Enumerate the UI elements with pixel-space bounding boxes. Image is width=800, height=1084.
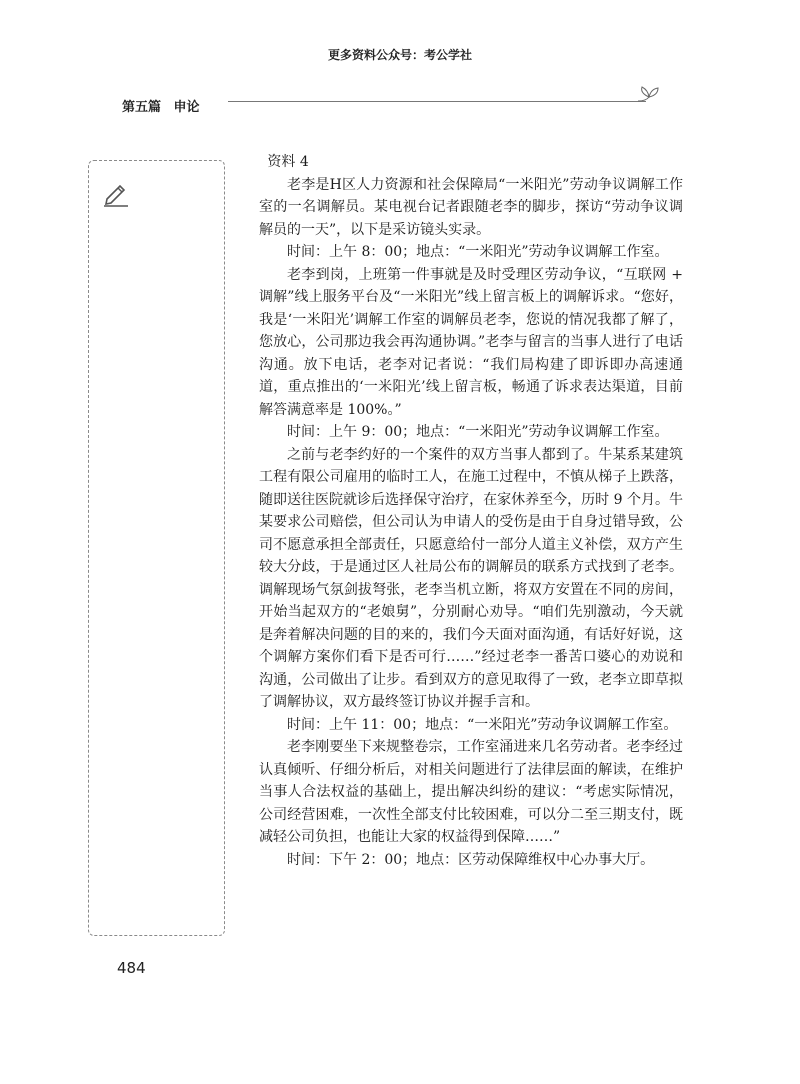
article-body bbox=[259, 151, 683, 871]
paragraph: 老李是H区人力资源和社会保障局“一米阳光”劳动争议调解工作室的一名调解员。某电视台记者跟随老李的脚步，探访“劳动争议调解员的一天”，以下是采访镜头实录。 bbox=[259, 176, 683, 238]
paragraph: 时间：上午 8：00；地点：“一米阳光”劳动争议调解工作室。 bbox=[287, 244, 669, 260]
page-number: 484 bbox=[117, 959, 146, 977]
header-rule bbox=[228, 101, 646, 102]
sprout-icon bbox=[636, 84, 662, 110]
paragraph: 老李刚要坐下来规整卷宗，工作室涌进来几名劳动者。老李经过认真倾听、仔细分析后，对相关问题进行了法律层面的解读，在维护当事人合法权益的基础上，提出解决纠纷的建议：“考虑实际情况，公司经营困难，一次性全部支付比较困难，可以分二至三期支付，既减轻公司负担，也能让大家的权益得到保障……” bbox=[259, 739, 683, 845]
header-note: 更多资料公众号：考公学社 bbox=[327, 48, 472, 62]
material-heading: 资料 4 bbox=[267, 154, 309, 170]
notes-box bbox=[88, 160, 225, 936]
chapter-title: 第五篇 申论 bbox=[122, 100, 200, 115]
paragraph: 时间：上午 11：00；地点：“一米阳光”劳动争议调解工作室。 bbox=[287, 716, 678, 733]
pen-icon bbox=[103, 181, 129, 207]
paragraph: 时间：下午 2：00；地点：区劳动保障维权中心办事大厅。 bbox=[287, 851, 655, 868]
paragraph: 时间：上午 9：00；地点：“一米阳光”劳动争议调解工作室。 bbox=[287, 424, 669, 440]
paragraph: 之前与老李约好的一个案件的双方当事人都到了。牛某系某建筑工程有限公司雇用的临时工人，在施工过程中，不慎从梯子上跌落，随即送往医院就诊后选择保守治疗，在家休养至今，历时 9 个月。牛某要求公司赔偿，但公司认为申请人的受伤是由于自身过错导致，公司不愿意承担全部责任，只愿意给付一部分人道主义补偿，双方产生较大分歧，于是通过区人社局公布的调解员的联系方式找到了老李。调解现场气氛剑拔弩张，老李当机立断，将双方安置在不同的房间，开始当起双方的“老娘舅”，分别耐心劝导。“咱们先别激动，今天就是奔着解决问题的目的来的，我们今天面对面沟通，有话好好说，这个调解方案你们看下是否可行……”经过老李一番苦口婆心的劝说和沟通，公司做出了让步。看到双方的意见取得了一致，老李立即草拟了调解协议，双方最终签订协议并握手言和。 bbox=[259, 446, 683, 710]
paragraph: 老李到岗，上班第一件事就是及时受理区劳动争议，“互联网 + 调解”线上服务平台及“一米阳光”线上留言板上的调解诉求。“您好，我是‘一米阳光’调解工作室的调解员老李，您说的情况我都了解了，您放心，公司那边我会再沟通协调。”老李与留言的当事人进行了电话沟通。放下电话，老李对记者说：“我们局构建了即诉即办高速通道，重点推出的‘一米阳光’线上留言板，畅通了诉求表达渠道，目前解答满意率是 100%。” bbox=[259, 266, 683, 418]
